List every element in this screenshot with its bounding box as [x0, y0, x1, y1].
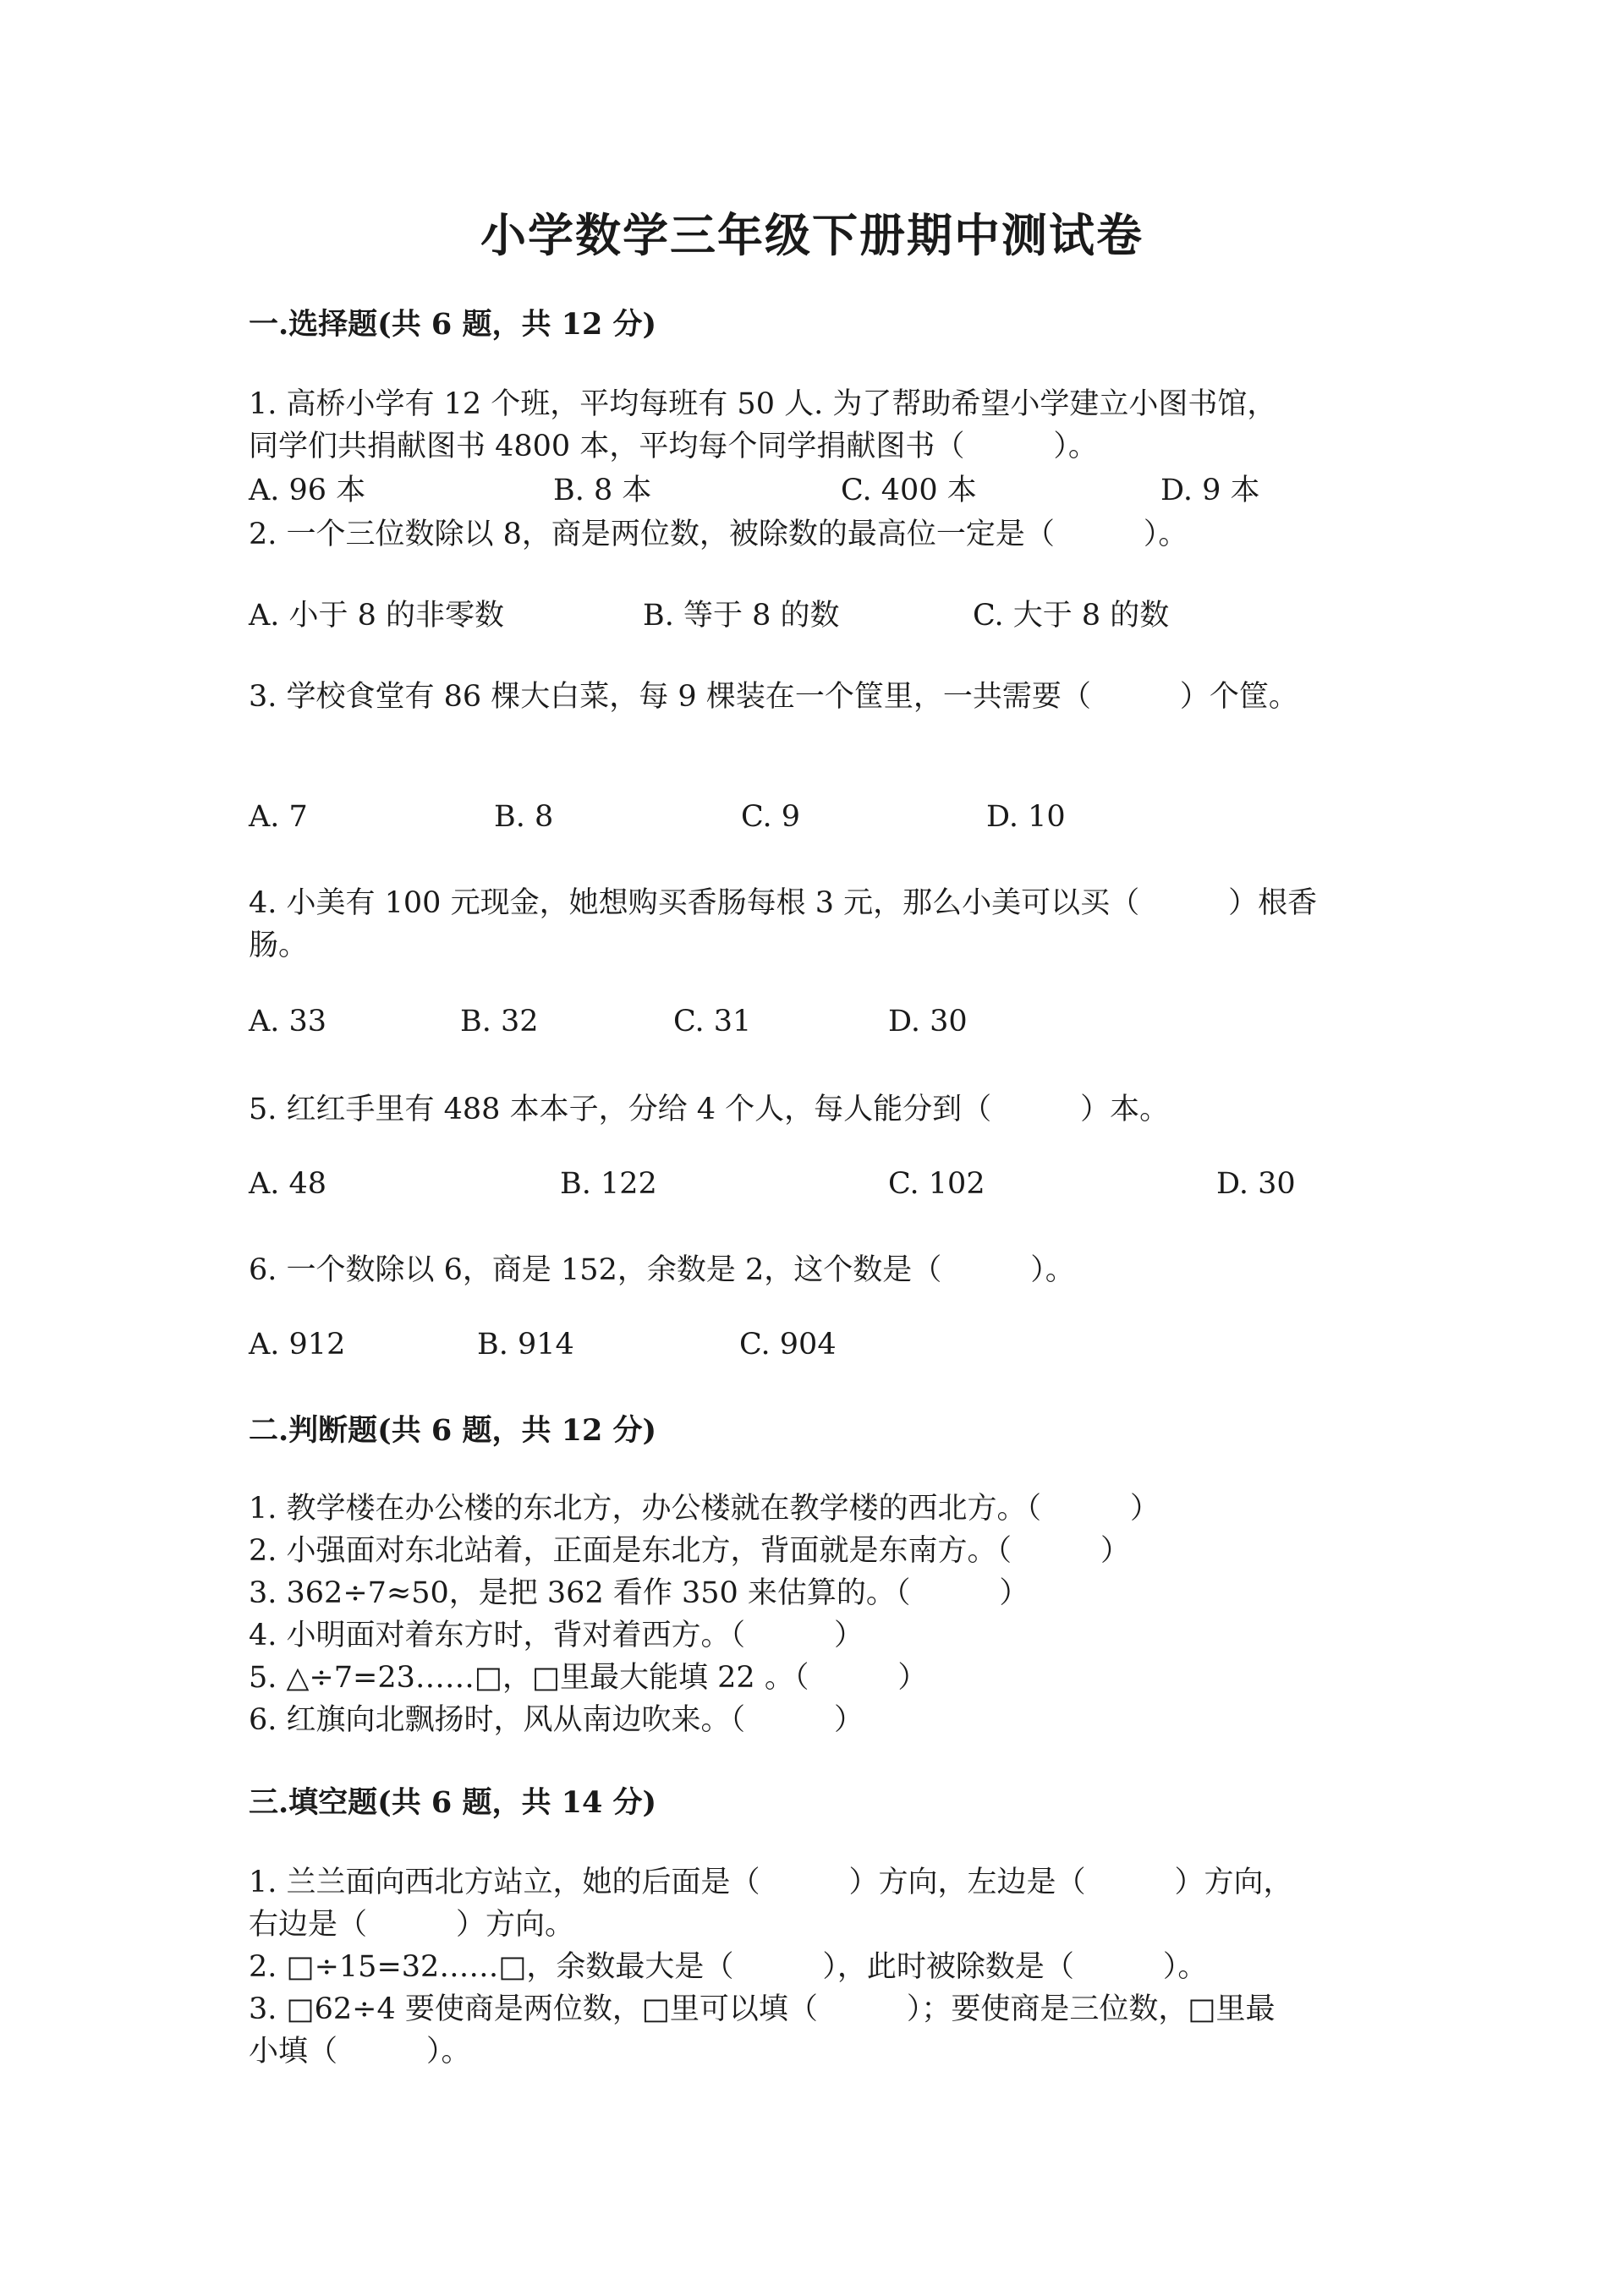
question-line: 2. 一个三位数除以 8，商是两位数，被除数的最高位一定是（ ）。: [249, 518, 1188, 551]
question-line: 5. △÷7=23……□，□里最大能填 22 。（ ）: [249, 1661, 928, 1695]
question-line: 1. 教学楼在办公楼的东北方，办公楼就在教学楼的西北方。（ ）: [249, 1492, 1160, 1526]
question-line: 6. 红旗向北飘扬时，风从南边吹来。（ ）: [249, 1703, 864, 1737]
question-line: 3. 学校食堂有 86 棵大白菜，每 9 棵装在一个筐里，一共需要（ ）个筐。: [249, 680, 1298, 714]
option-c: C. 904: [739, 1328, 837, 1362]
option-c: C. 大于 8 的数: [973, 599, 1170, 633]
option-d: D. 30: [888, 1005, 968, 1038]
section-heading-judgement: 二.判断题(共 6 题，共 12 分): [249, 1413, 657, 1448]
option-b: B. 8: [494, 800, 554, 834]
page-title: 小学数学三年级下册期中测试卷: [480, 208, 1144, 262]
option-b: B. 32: [460, 1005, 539, 1038]
option-a: A. 7: [249, 800, 308, 834]
question-line: 4. 小美有 100 元现金，她想购买香肠每根 3 元，那么小美可以买（ ）根香: [249, 886, 1318, 920]
question-line: 1. 高桥小学有 12 个班，平均每班有 50 人. 为了帮助希望小学建立小图书馆，: [249, 387, 1277, 421]
question-line: 2. □÷15=32……□，余数最大是（ ），此时被除数是（ ）。: [249, 1950, 1208, 1984]
option-d: D. 9 本: [1160, 474, 1260, 507]
question-line: 小填（ ）。: [249, 2035, 471, 2069]
question-line: 5. 红红手里有 488 本本子，分给 4 个人，每人能分到（ ）本。: [249, 1093, 1170, 1126]
section-heading-fill: 三.填空题(共 6 题，共 14 分): [249, 1785, 657, 1820]
question-line: 同学们共捐献图书 4800 本，平均每个同学捐献图书（ ）。: [249, 430, 1098, 463]
option-d: D. 10: [986, 800, 1066, 834]
option-b: B. 914: [477, 1328, 574, 1362]
option-d: D. 30: [1216, 1167, 1296, 1201]
section-heading-choice: 一.选择题(共 6 题，共 12 分): [249, 307, 657, 342]
question-line: 2. 小强面对东北站着，正面是东北方，背面就是东南方。（ ）: [249, 1534, 1131, 1568]
option-a: A. 96 本: [249, 474, 366, 507]
question-line: 6. 一个数除以 6，商是 152，余数是 2，这个数是（ ）。: [249, 1253, 1075, 1287]
option-c: C. 9: [741, 800, 801, 834]
option-c: C. 31: [673, 1005, 752, 1038]
question-line: 右边是（ ）方向。: [249, 1908, 575, 1942]
option-b: B. 122: [560, 1167, 657, 1201]
option-a: A. 912: [249, 1328, 346, 1362]
question-line: 3. □62÷4 要使商是两位数，□里可以填（ ）；要使商是三位数，□里最: [249, 1992, 1276, 2026]
option-b: B. 8 本: [553, 474, 652, 507]
question-line: 3. 362÷7≈50，是把 362 看作 350 来估算的。（ ）: [249, 1576, 1029, 1610]
question-line: 肠。: [249, 929, 309, 962]
option-a: A. 48: [249, 1167, 327, 1201]
question-line: 1. 兰兰面向西北方站立，她的后面是（ ）方向，左边是（ ）方向，: [249, 1866, 1293, 1899]
option-c: C. 400 本: [841, 474, 977, 507]
option-a: A. 33: [249, 1005, 327, 1038]
option-a: A. 小于 8 的非零数: [249, 599, 505, 633]
option-b: B. 等于 8 的数: [643, 599, 840, 633]
question-line: 4. 小明面对着东方时，背对着西方。（ ）: [249, 1619, 864, 1652]
option-c: C. 102: [888, 1167, 985, 1201]
